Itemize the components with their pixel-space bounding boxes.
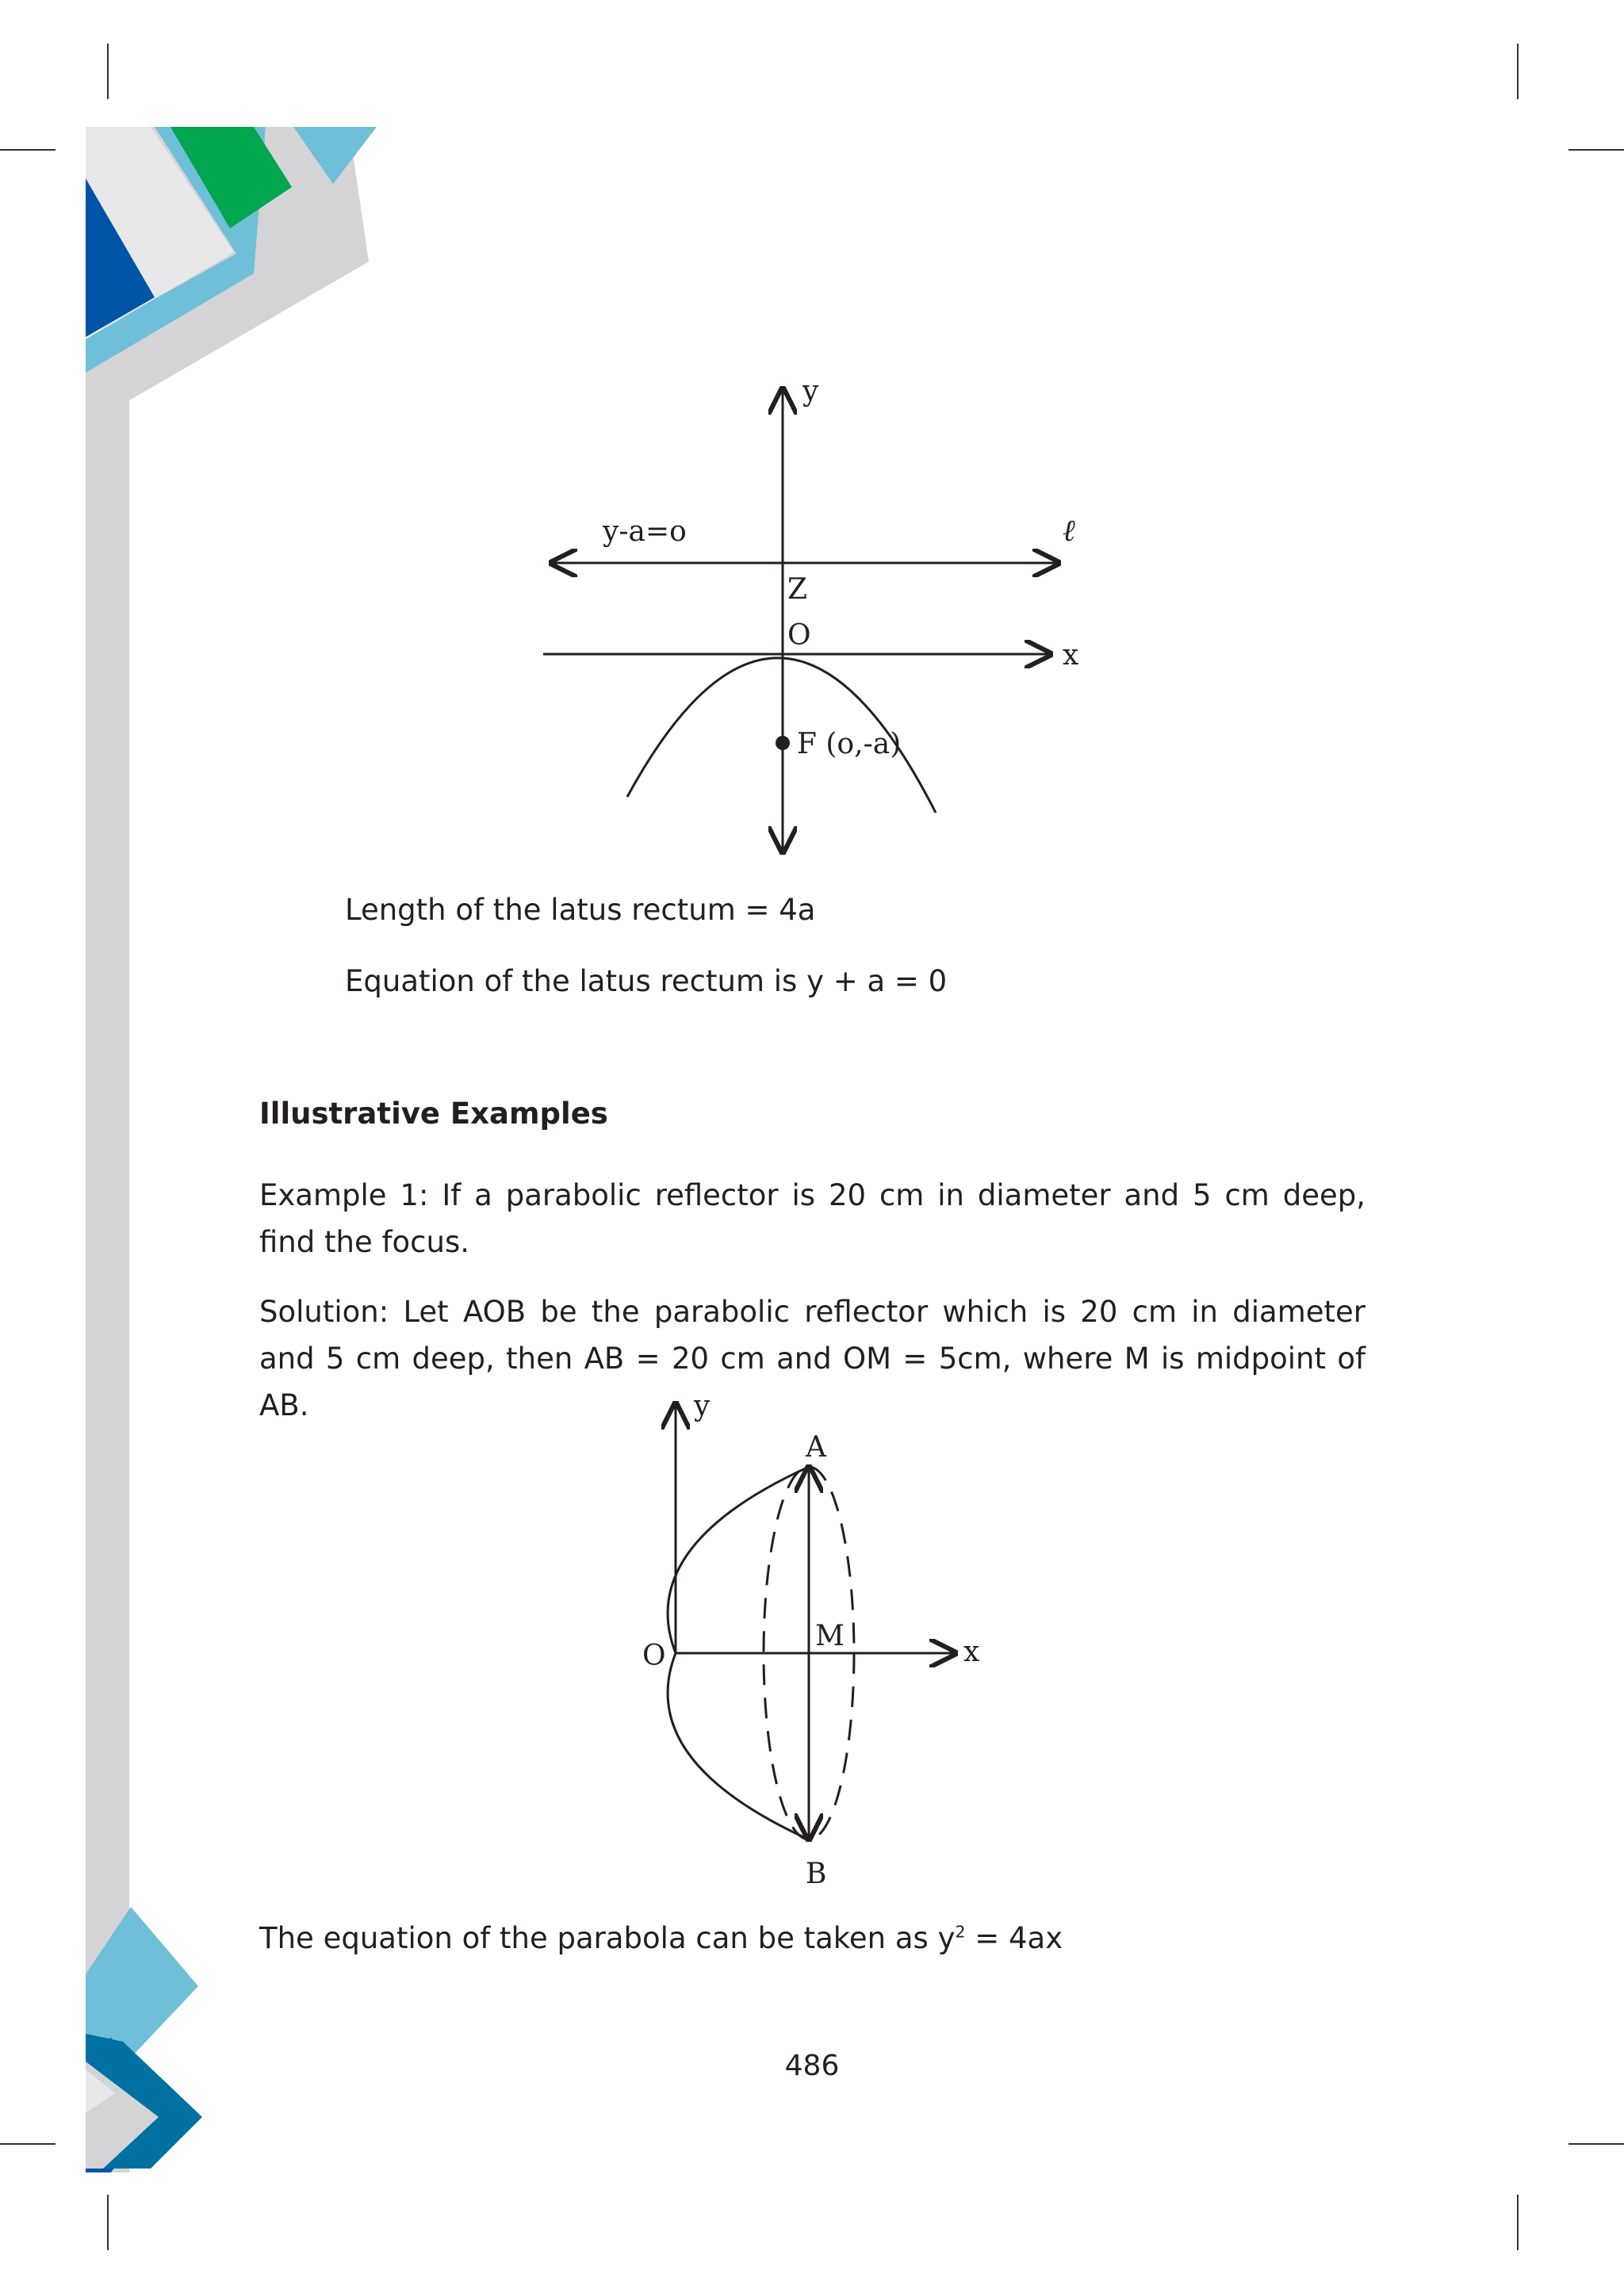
crop-mark — [1517, 2195, 1519, 2250]
crop-mark — [0, 149, 56, 151]
z-label: Z — [787, 573, 808, 606]
crop-mark — [1568, 149, 1624, 151]
equation-rest: = 4ax — [965, 1921, 1063, 1955]
y-axis-label: y — [802, 375, 819, 408]
focus-label: F (o,-a) — [797, 728, 902, 760]
crop-mark — [107, 2195, 109, 2250]
point-b-label: B — [806, 1858, 827, 1890]
parabolic-reflector-figure — [626, 1388, 1007, 1895]
point-a-label: A — [806, 1431, 826, 1464]
parabola-equation — [259, 1915, 1063, 1962]
latus-rectum-length: Length of the latus rectum = 4a — [345, 893, 816, 927]
crop-mark — [107, 44, 109, 99]
x-axis-label: x — [963, 1636, 980, 1668]
latus-rectum-equation: Equation of the latus rectum is y + a = 0 — [345, 964, 948, 998]
x-axis-label: x — [1063, 639, 1079, 672]
section-heading: Illustrative Examples — [259, 1097, 608, 1131]
crop-mark — [1517, 44, 1519, 99]
ell-label: ℓ — [1063, 513, 1075, 548]
directrix-label: y-a=o — [603, 515, 687, 548]
solution-text: Solution: Let AOB be the parabolic reflector which is 20 cm in diameter and 5 cm deep, then AB = 20 cm and OM = 5cm, where M is midpoint of AB. — [259, 1295, 1365, 1423]
origin-label: O — [642, 1640, 666, 1672]
crop-mark — [0, 2143, 56, 2145]
crop-mark — [1568, 2143, 1624, 2145]
equation-text: The equation of the parabola can be taken as y — [259, 1921, 956, 1955]
page-number: 486 — [784, 2050, 840, 2082]
y-axis-label: y — [694, 1390, 710, 1422]
focus-point — [776, 736, 790, 750]
origin-label: O — [787, 619, 811, 652]
parabola-directrix-figure — [523, 373, 1110, 864]
equation-superscript: 2 — [955, 1922, 966, 1942]
point-m-label: M — [815, 1620, 845, 1652]
example-1-text: Example 1: If a parabolic reflector is 20 cm in diameter and 5 cm deep, find the focus. — [259, 1178, 1365, 1260]
